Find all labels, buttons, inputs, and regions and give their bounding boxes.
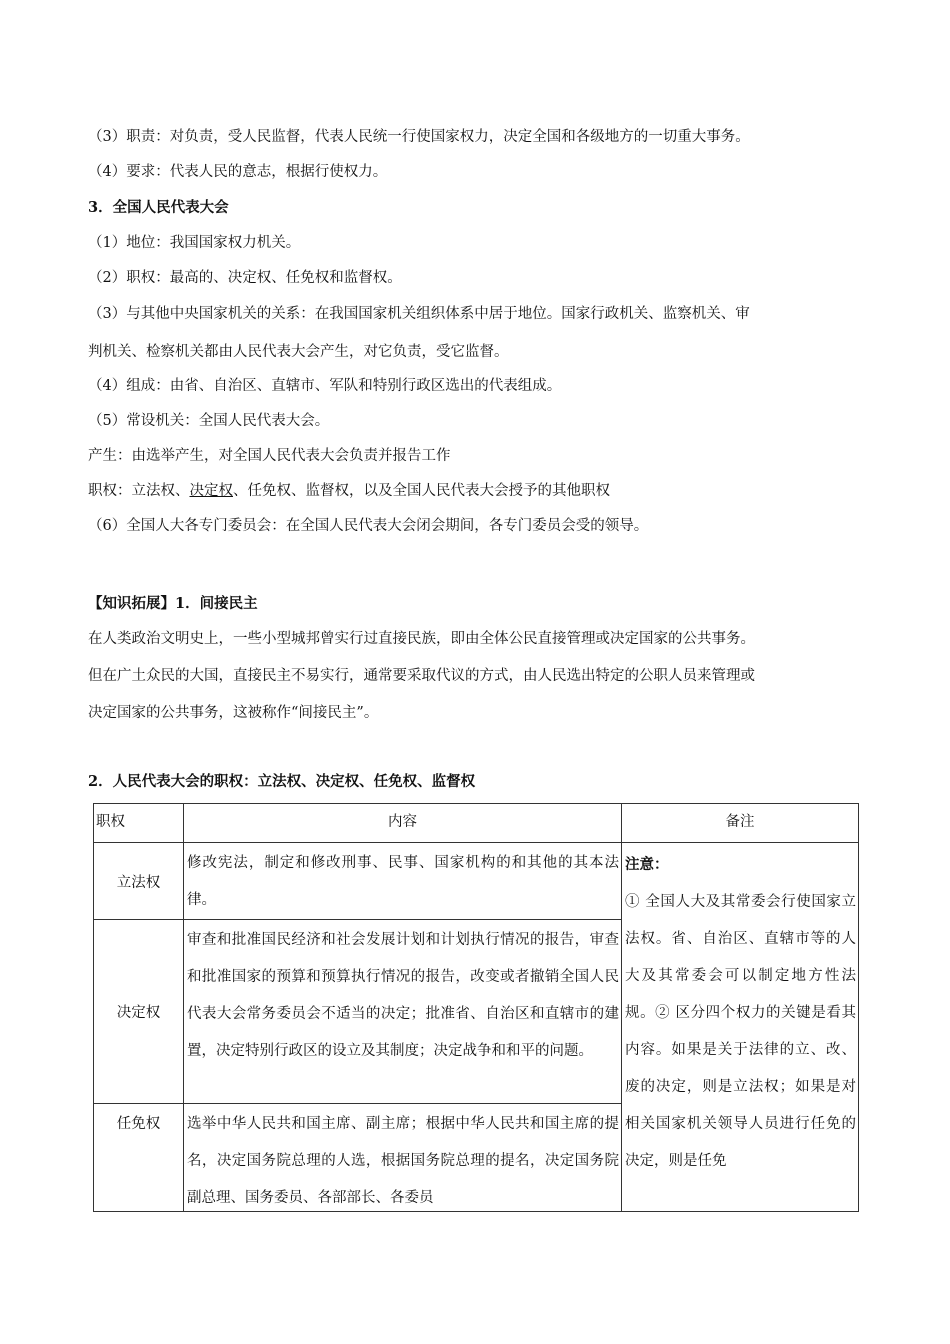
power-content: 修改宪法，制定和修改刑事、民事、国家机构的和其他的其本法律。 [184, 843, 622, 920]
standing-committee-produce: 产生：由选举产生，对全国人民代表大会负责并报告工作 [88, 448, 451, 464]
special-committees-item: （6）全国人大各专门委员会：在全国人民代表大会闭会期间，各专门委员会受的领导。 [88, 518, 649, 534]
extension-para-line3: 决定国家的公共事务，这被称作“间接民主”。 [88, 705, 379, 721]
extension-heading: 【知识拓展】1．间接民主 [88, 595, 258, 612]
table-row [94, 843, 859, 920]
header-content: 内容 [184, 804, 622, 843]
extension-para-line2: 但在广土众民的大国，直接民主不易实行，通常要采取代议的方式，由人民选出特定的公职人员来管理或 [88, 668, 755, 684]
power-name: 决定权 [94, 920, 184, 1104]
header-power: 职权 [94, 804, 184, 843]
underlined-term: 决定权 [189, 483, 233, 499]
note-title: 注意： [625, 856, 669, 873]
npc-standing-body-item: （5）常设机关：全国人民代表大会。 [88, 413, 330, 429]
powers-table [93, 803, 859, 1212]
extension-para-line1: 在人类政治文明史上，一些小型城邦曾实行过直接民族，即由全体公民直接管理或决定国家的公共事务。 [88, 631, 755, 647]
power-name: 任免权 [94, 1104, 184, 1212]
npc-powers-item: （2）职权：最高的、决定权、任免权和监督权。 [88, 270, 402, 286]
duty-item: （3）职责：对负责，受人民监督，代表人民统一行使国家权力，决定全国和各级地方的一切重大事务。 [88, 129, 750, 145]
note-cell [622, 843, 859, 1212]
npc-relation-item-line2: 判机关、检察机关都由人民代表大会产生，对它负责，受它监督。 [88, 344, 509, 360]
npc-composition-item: （4）组成：由省、自治区、直辖市、军队和特别行政区选出的代表组成。 [88, 378, 562, 394]
table-heading: 2．人民代表大会的职权：立法权、决定权、任免权、监督权 [88, 773, 476, 790]
standing-committee-powers: 职权：立法权、决定权、任免权、监督权，以及全国人民代表大会授予的其他职权 [88, 483, 610, 499]
power-content: 选举中华人民共和国主席、副主席；根据中华人民共和国主席的提名，决定国务院总理的人选，根据国务院总理的提名，决定国务院副总理、国务委员、各部部长、各委员 [184, 1104, 622, 1212]
npc-status-item: （1）地位：我国国家权力机关。 [88, 235, 301, 251]
section-heading-npc: 3．全国人民代表大会 [88, 199, 229, 216]
npc-relation-item-line1: （3）与其他中央国家机关的关系：在我国国家机关组织体系中居于地位。国家行政机关、监察机关、审 [88, 306, 750, 322]
power-name: 立法权 [94, 843, 184, 920]
note-body: ① 全国人大及其常委会行使国家立法权。省、自治区、直辖市等的人大及其常委会可以制定地方性法规。② 区分四个权力的关键是看其内容。如果是关于法律的立、改、废的决定，则是立法权；如果是对相关国家机关领导人员进行任免的决定，则是任免 [625, 894, 856, 1169]
requirement-item: （4）要求：代表人民的意志，根据行使权力。 [88, 164, 388, 180]
power-content: 审查和批准国民经济和社会发展计划和计划执行情况的报告，审查和批准国家的预算和预算执行情况的报告，改变或者撤销全国人民代表大会常务委员会不适当的决定；批准省、自治区和直辖市的建置，决定特别行政区的设立及其制度；决定战争和和平的问题。 [184, 920, 622, 1104]
table-header-row [94, 804, 859, 843]
header-note: 备注 [622, 804, 859, 843]
